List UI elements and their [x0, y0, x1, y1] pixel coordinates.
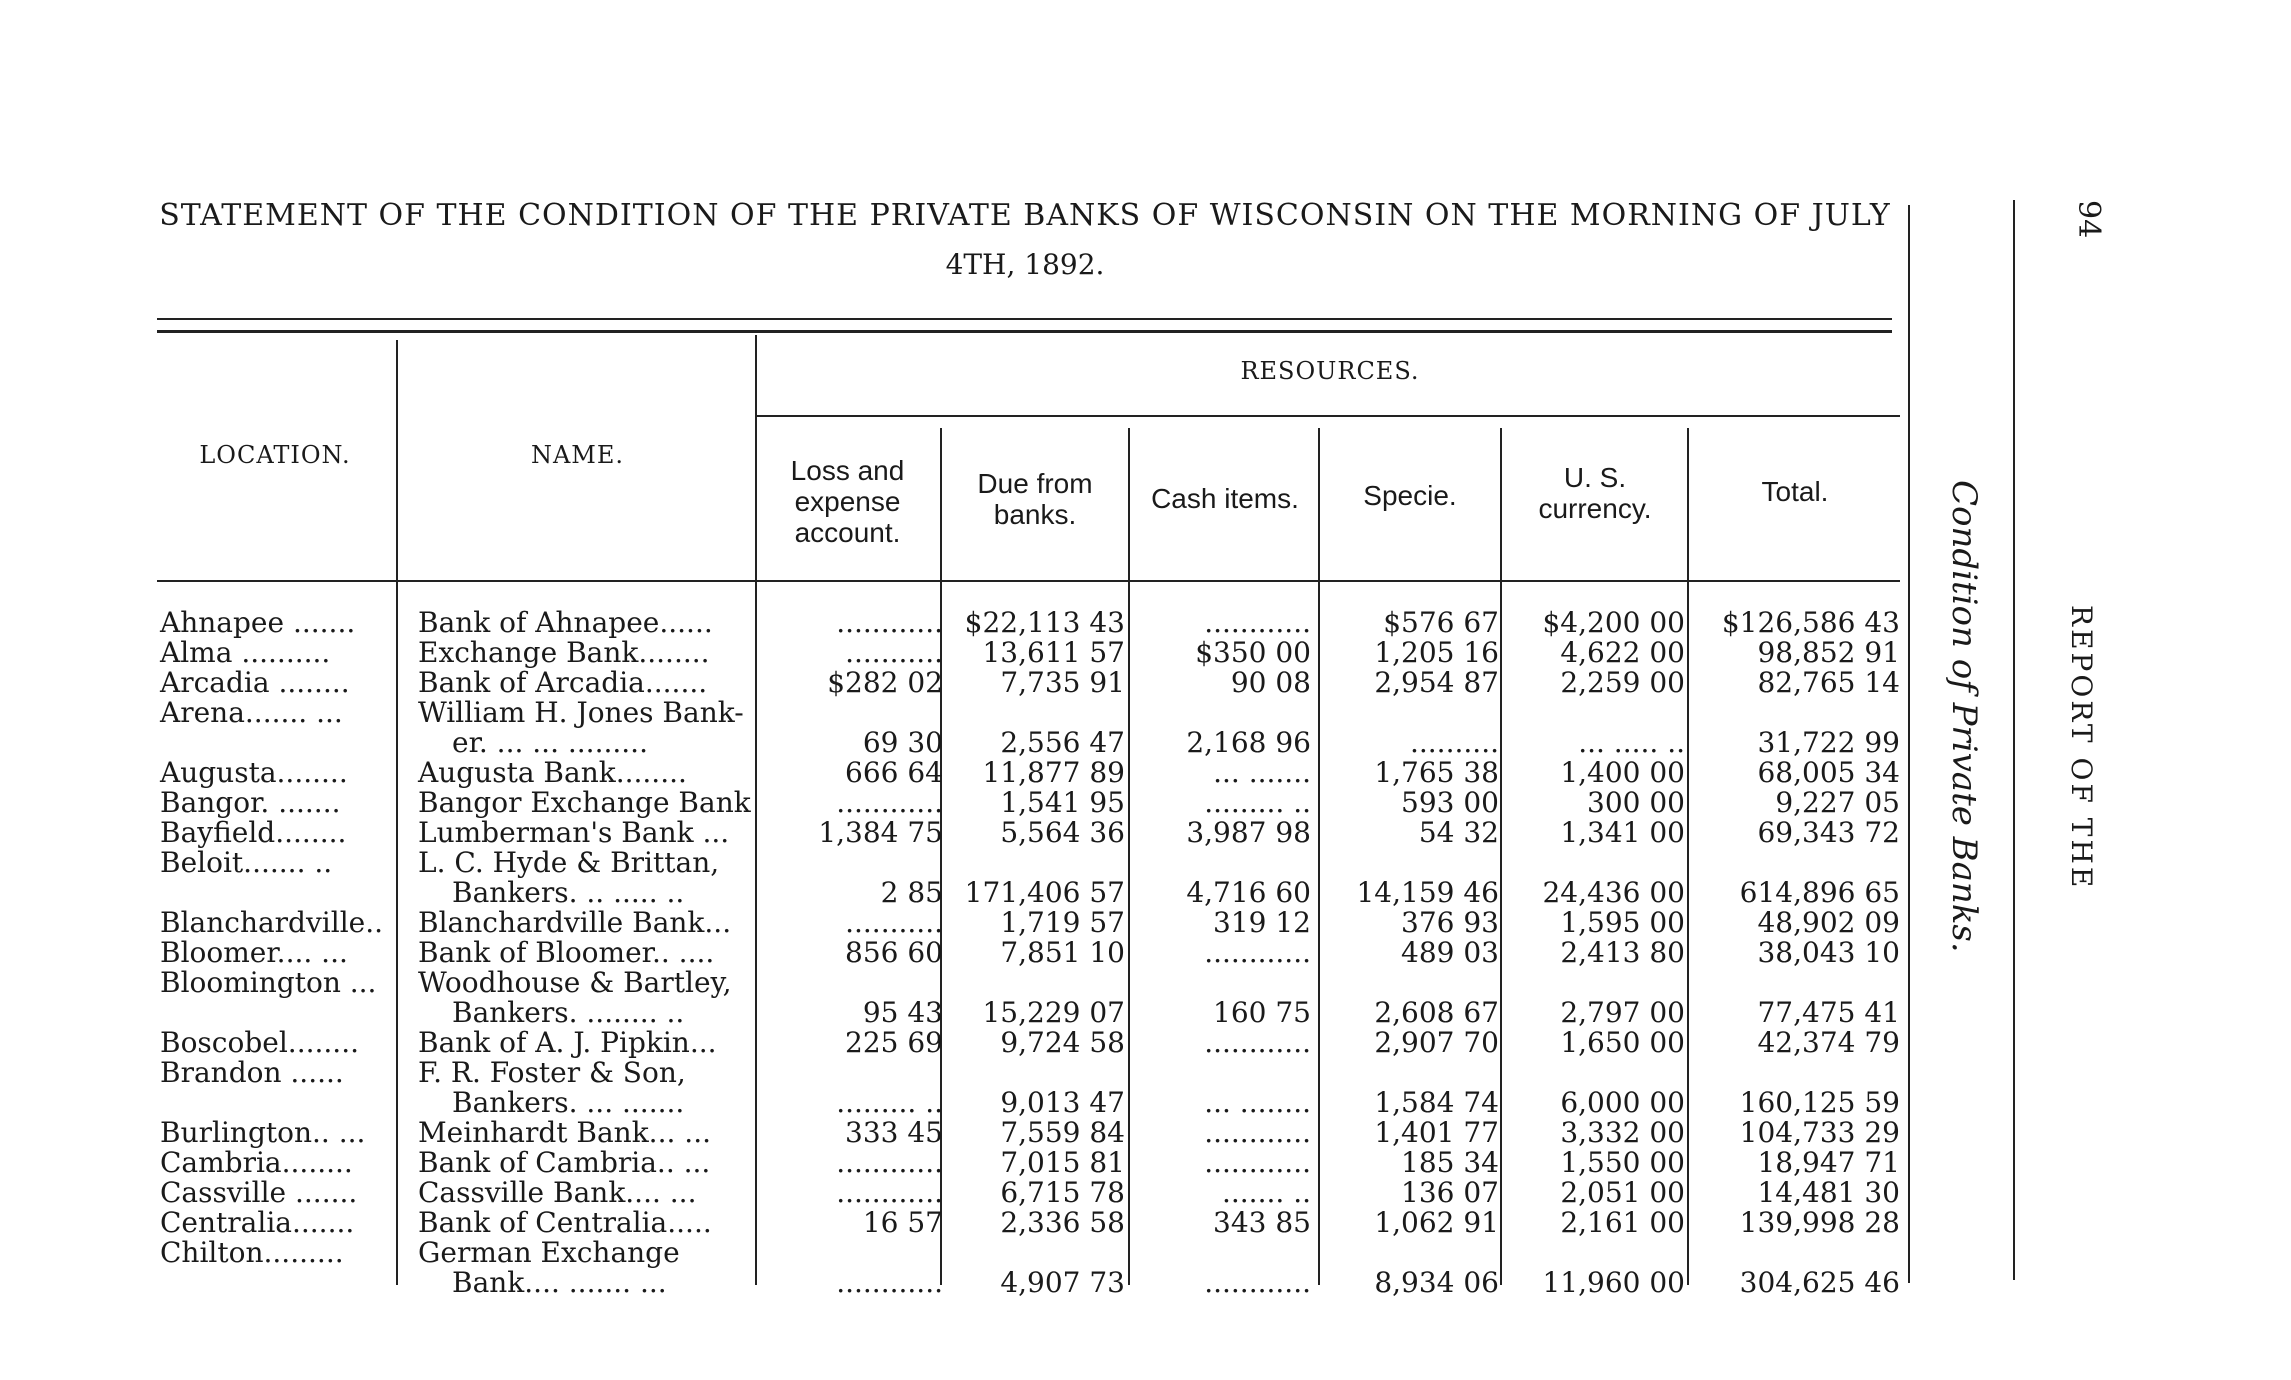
- specie-cell: 136 07: [1401, 1176, 1499, 1209]
- name-cell: Augusta Bank........: [418, 756, 687, 789]
- col-sep-2: [755, 335, 757, 1285]
- us-cell: 2,259 00: [1560, 666, 1685, 699]
- loss-cell: ............: [836, 606, 943, 639]
- total-cell: 18,947 71: [1757, 1146, 1900, 1179]
- total-cell: 69,343 72: [1757, 816, 1900, 849]
- name-cell: Meinhardt Bank... ...: [418, 1116, 711, 1149]
- cash-cell: 343 85: [1213, 1206, 1311, 1239]
- total-cell: 31,722 99: [1757, 726, 1900, 759]
- header-bottom-rule: [157, 580, 1900, 582]
- col-sep-6: [1500, 428, 1502, 1285]
- location-cell: Beloit....... ..: [160, 846, 333, 879]
- name-cell: F. R. Foster & Son,: [418, 1056, 686, 1089]
- running-head-right: Condition of Private Banks.: [1944, 480, 1984, 953]
- name-cell: Bank of Cambria.. ...: [418, 1146, 711, 1179]
- name-cell: Blanchardville Bank...: [418, 906, 732, 939]
- us-cell: 300 00: [1587, 786, 1685, 819]
- location-cell: Brandon ......: [160, 1056, 344, 1089]
- top-rule-1: [157, 318, 1892, 320]
- specie-cell: 1,205 16: [1374, 636, 1499, 669]
- name-cell: L. C. Hyde & Brittan,: [418, 846, 720, 879]
- name-cell: er. ... ... .........: [452, 726, 648, 759]
- cash-cell: ............: [1204, 1026, 1311, 1059]
- total-cell: 160,125 59: [1739, 1086, 1900, 1119]
- specie-cell: 1,584 74: [1374, 1086, 1499, 1119]
- loss-cell: ............: [836, 786, 943, 819]
- us-cell: 1,400 00: [1560, 756, 1685, 789]
- loss-cell: 333 45: [845, 1116, 943, 1149]
- loss-cell: ...........: [845, 906, 943, 939]
- top-rule-2: [157, 330, 1892, 333]
- cash-cell: 4,716 60: [1186, 876, 1311, 909]
- total-cell: 48,902 09: [1757, 906, 1900, 939]
- total-cell: 68,005 34: [1757, 756, 1900, 789]
- name-cell: William H. Jones Bank-: [418, 696, 744, 729]
- specie-cell: 593 00: [1401, 786, 1499, 819]
- name-cell: Bankers. ... .......: [452, 1086, 685, 1119]
- due-cell: 171,406 57: [964, 876, 1125, 909]
- name-cell: Exchange Bank........: [418, 636, 710, 669]
- header-name: NAME.: [530, 441, 625, 469]
- cash-cell: 160 75: [1213, 996, 1311, 1029]
- name-cell: Bangor Exchange Bank: [418, 786, 751, 819]
- location-cell: Bangor. .......: [160, 786, 341, 819]
- location-cell: Burlington.. ...: [160, 1116, 366, 1149]
- total-cell: 139,998 28: [1739, 1206, 1900, 1239]
- specie-cell: 185 34: [1401, 1146, 1499, 1179]
- specie-cell: 1,062 91: [1374, 1206, 1499, 1239]
- due-cell: 5,564 36: [1000, 816, 1125, 849]
- us-cell: 11,960 00: [1542, 1266, 1685, 1299]
- us-cell: 2,051 00: [1560, 1176, 1685, 1209]
- col-sep-7: [1687, 428, 1689, 1285]
- due-cell: 15,229 07: [982, 996, 1125, 1029]
- us-cell: 1,341 00: [1560, 816, 1685, 849]
- due-cell: 13,611 57: [982, 636, 1125, 669]
- due-cell: 9,724 58: [1000, 1026, 1125, 1059]
- header-specie: Specie.: [1363, 480, 1457, 511]
- cash-cell: 2,168 96: [1186, 726, 1311, 759]
- col-sep-1: [396, 340, 398, 1285]
- specie-cell: ..........: [1409, 726, 1499, 759]
- due-cell: 7,735 91: [1000, 666, 1125, 699]
- us-cell: 6,000 00: [1560, 1086, 1685, 1119]
- cash-cell: ............: [1204, 936, 1311, 969]
- specie-cell: 489 03: [1401, 936, 1499, 969]
- specie-cell: $576 67: [1383, 606, 1499, 639]
- header-location: LOCATION.: [199, 441, 351, 469]
- location-cell: Alma ..........: [160, 636, 331, 669]
- us-cell: $4,200 00: [1542, 606, 1685, 639]
- cash-cell: ... ........: [1204, 1086, 1311, 1119]
- total-cell: $126,586 43: [1721, 606, 1900, 639]
- due-cell: 7,015 81: [1000, 1146, 1125, 1179]
- cash-cell: ... .......: [1213, 756, 1311, 789]
- loss-cell: 2 85: [880, 876, 943, 909]
- due-cell: 11,877 89: [982, 756, 1125, 789]
- loss-cell: 16 57: [862, 1206, 943, 1239]
- location-cell: Augusta........: [160, 756, 348, 789]
- running-head-left: REPORT OF THE: [2065, 605, 2098, 891]
- location-cell: Arena....... ...: [160, 696, 343, 729]
- cash-cell: 3,987 98: [1186, 816, 1311, 849]
- us-cell: 24,436 00: [1542, 876, 1685, 909]
- name-cell: Bankers. ........ ..: [452, 996, 685, 1029]
- specie-cell: 376 93: [1401, 906, 1499, 939]
- us-cell: 2,413 80: [1560, 936, 1685, 969]
- cash-cell: ....... ..: [1221, 1176, 1311, 1209]
- loss-cell: 69 30: [862, 726, 943, 759]
- location-cell: Ahnapee .......: [160, 606, 356, 639]
- page-number: 94: [2071, 200, 2106, 239]
- name-cell: German Exchange: [418, 1236, 680, 1269]
- header-resources: RESOURCES.: [1240, 357, 1420, 385]
- specie-cell: 1,401 77: [1374, 1116, 1499, 1149]
- cash-cell: 319 12: [1213, 906, 1311, 939]
- header-total: Total.: [1761, 476, 1829, 507]
- name-cell: Bankers. .. ..... ..: [452, 876, 685, 909]
- specie-cell: 2,954 87: [1374, 666, 1499, 699]
- due-cell: 2,336 58: [1000, 1206, 1125, 1239]
- col-sep-4: [1128, 428, 1130, 1285]
- resources-rule: [755, 415, 1900, 417]
- total-cell: 77,475 41: [1757, 996, 1900, 1029]
- location-cell: Chilton.........: [160, 1236, 344, 1269]
- total-cell: 82,765 14: [1757, 666, 1900, 699]
- us-cell: 2,797 00: [1560, 996, 1685, 1029]
- header-due: Due from banks.: [977, 468, 1093, 530]
- location-cell: Arcadia ........: [160, 666, 350, 699]
- us-cell: 3,332 00: [1560, 1116, 1685, 1149]
- name-cell: Cassville Bank.... ...: [418, 1176, 697, 1209]
- us-cell: 1,550 00: [1560, 1146, 1685, 1179]
- due-cell: 9,013 47: [1000, 1086, 1125, 1119]
- header-loss: Loss and expense account.: [790, 455, 905, 548]
- specie-cell: 2,608 67: [1374, 996, 1499, 1029]
- location-cell: Cambria........: [160, 1146, 353, 1179]
- loss-cell: ...........: [845, 636, 943, 669]
- loss-cell: 856 60: [845, 936, 943, 969]
- name-cell: Bank of Bloomer.. ....: [418, 936, 715, 969]
- outer-border: [2013, 200, 2015, 1280]
- specie-cell: 2,907 70: [1374, 1026, 1499, 1059]
- location-cell: Boscobel........: [160, 1026, 359, 1059]
- page-subtitle: 4TH, 1892.: [945, 248, 1105, 281]
- right-border: [1908, 205, 1910, 1283]
- total-cell: 304,625 46: [1739, 1266, 1900, 1299]
- due-cell: 1,719 57: [1000, 906, 1125, 939]
- due-cell: 2,556 47: [1000, 726, 1125, 759]
- name-cell: Bank of Centralia.....: [418, 1206, 712, 1239]
- specie-cell: 54 32: [1418, 816, 1499, 849]
- loss-cell: 225 69: [845, 1026, 943, 1059]
- total-cell: 104,733 29: [1739, 1116, 1900, 1149]
- total-cell: 98,852 91: [1757, 636, 1900, 669]
- due-cell: $22,113 43: [964, 606, 1125, 639]
- us-cell: 1,595 00: [1560, 906, 1685, 939]
- total-cell: 9,227 05: [1775, 786, 1900, 819]
- total-cell: 38,043 10: [1757, 936, 1900, 969]
- header-us: U. S. currency.: [1538, 462, 1652, 524]
- cash-cell: ............: [1204, 1266, 1311, 1299]
- cash-cell: ......... ..: [1204, 786, 1311, 819]
- loss-cell: ......... ..: [836, 1086, 943, 1119]
- us-cell: ... ..... ..: [1578, 726, 1685, 759]
- name-cell: Lumberman's Bank ...: [418, 816, 730, 849]
- total-cell: 42,374 79: [1757, 1026, 1900, 1059]
- specie-cell: 14,159 46: [1356, 876, 1499, 909]
- total-cell: 614,896 65: [1739, 876, 1900, 909]
- due-cell: 7,559 84: [1000, 1116, 1125, 1149]
- cash-cell: $350 00: [1195, 636, 1311, 669]
- location-cell: Bayfield........: [160, 816, 347, 849]
- loss-cell: $282 02: [827, 666, 943, 699]
- cash-cell: ............: [1204, 1116, 1311, 1149]
- loss-cell: 666 64: [845, 756, 943, 789]
- total-cell: 14,481 30: [1757, 1176, 1900, 1209]
- loss-cell: ............: [836, 1176, 943, 1209]
- name-cell: Bank of Arcadia.......: [418, 666, 708, 699]
- name-cell: Woodhouse & Bartley,: [418, 966, 732, 999]
- due-cell: 4,907 73: [1000, 1266, 1125, 1299]
- name-cell: Bank of Ahnapee......: [418, 606, 713, 639]
- location-cell: Centralia.......: [160, 1206, 355, 1239]
- cash-cell: 90 08: [1230, 666, 1311, 699]
- location-cell: Bloomer.... ...: [160, 936, 348, 969]
- header-cash: Cash items.: [1151, 483, 1299, 514]
- loss-cell: ............: [836, 1266, 943, 1299]
- location-cell: Cassville .......: [160, 1176, 358, 1209]
- loss-cell: 1,384 75: [818, 816, 943, 849]
- cash-cell: ............: [1204, 1146, 1311, 1179]
- us-cell: 4,622 00: [1560, 636, 1685, 669]
- loss-cell: 95 43: [862, 996, 943, 1029]
- specie-cell: 1,765 38: [1374, 756, 1499, 789]
- due-cell: 6,715 78: [1000, 1176, 1125, 1209]
- page-title: STATEMENT OF THE CONDITION OF THE PRIVATE BANKS OF WISCONSIN ON THE MORNING OF JULY: [159, 198, 1891, 233]
- name-cell: Bank.... ....... ...: [452, 1266, 667, 1299]
- loss-cell: ............: [836, 1146, 943, 1179]
- name-cell: Bank of A. J. Pipkin...: [418, 1026, 717, 1059]
- due-cell: 1,541 95: [1000, 786, 1125, 819]
- location-cell: Blanchardville..: [160, 906, 384, 939]
- cash-cell: ............: [1204, 606, 1311, 639]
- us-cell: 1,650 00: [1560, 1026, 1685, 1059]
- specie-cell: 8,934 06: [1374, 1266, 1499, 1299]
- us-cell: 2,161 00: [1560, 1206, 1685, 1239]
- location-cell: Bloomington ...: [160, 966, 377, 999]
- due-cell: 7,851 10: [1000, 936, 1125, 969]
